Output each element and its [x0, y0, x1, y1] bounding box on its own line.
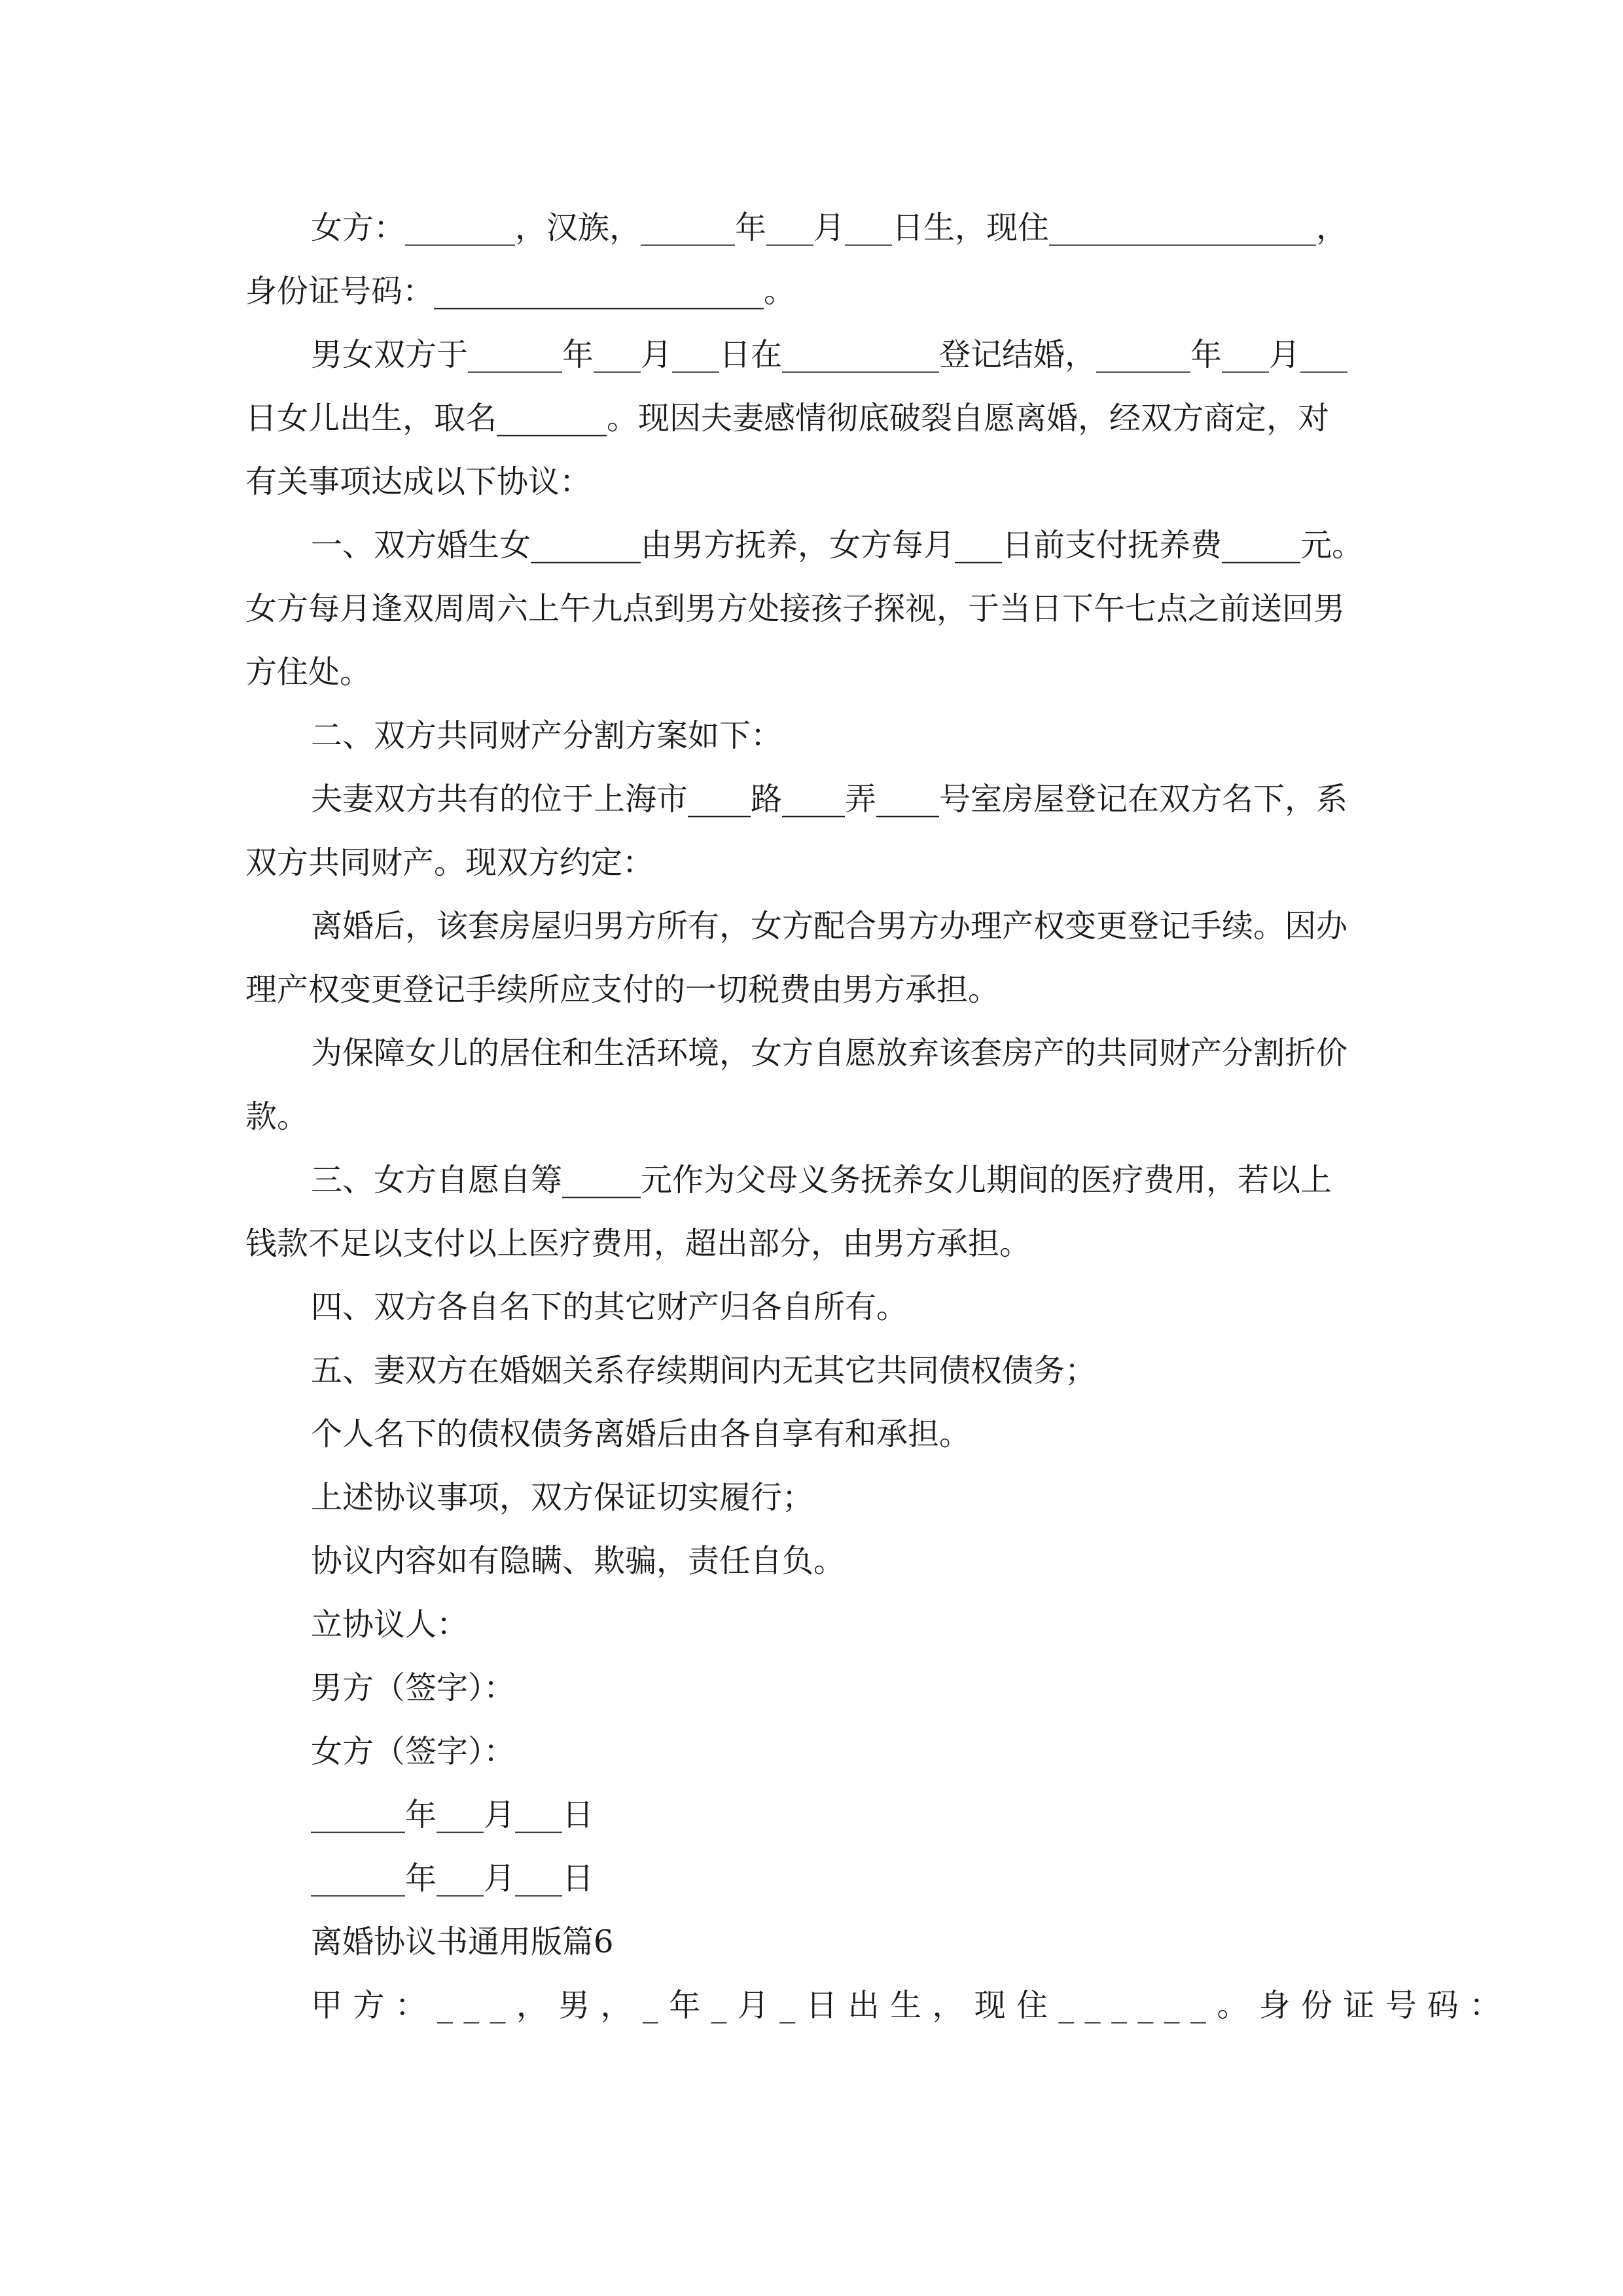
date-line: ______年___月___日 — [311, 1860, 594, 1897]
text-line: 款。 — [245, 1098, 309, 1135]
text-line: 女方（签字）： — [311, 1733, 516, 1770]
text-line: 女方每月逢双周周六上午九点到男方处接孩子探视，于当日下午七点之前送回男 — [245, 590, 1346, 627]
text-line: 身份证号码：_____________________。 — [245, 273, 796, 310]
text-line: 四、双方各自名下的其它财产归各自所有。 — [311, 1289, 908, 1325]
document-body — [245, 196, 1512, 2037]
text-line: 个人名下的债权债务离婚后由各自享有和承担。 — [311, 1416, 971, 1452]
text-line: 方住处。 — [245, 654, 372, 691]
text-line: 甲方：___，男，_年_月_日出生，现住______。身份证号码： — [311, 1987, 1512, 2024]
text-line: 男女双方于______年___月___日在__________登记结婚，______年___月___ — [311, 336, 1348, 373]
text-line: 钱款不足以支付以上医疗费用，超出部分，由男方承担。 — [245, 1225, 1031, 1262]
section-heading: 离婚协议书通用版篇6 — [311, 1924, 614, 1960]
text-line: 五、妻双方在婚姻关系存续期间内无其它共同债权债务； — [311, 1352, 1097, 1389]
text-line: 立协议人： — [311, 1606, 469, 1643]
text-line: 二、双方共同财产分割方案如下： — [311, 717, 783, 754]
date-line: ______年___月___日 — [311, 1797, 594, 1833]
text-line: 离婚后，该套房屋归男方所有，女方配合男方办理产权变更登记手续。因办 — [311, 908, 1348, 944]
text-line: 男方（签字）： — [311, 1670, 516, 1706]
text-line: 上述协议事项，双方保证切实履行； — [311, 1479, 814, 1516]
text-line: 三、女方自愿自筹_____元作为父母义务抚养女儿期间的医疗费用，若以上 — [311, 1162, 1332, 1198]
text-line: 女方：_______，汉族，______年___月___日生，现住_________________， — [311, 209, 1348, 246]
text-line: 为保障女儿的居住和生活环境，女方自愿放弃该套房产的共同财产分割折价 — [311, 1035, 1348, 1071]
text-line: 双方共同财产。现双方约定： — [245, 844, 654, 881]
text-line: 日女儿出生，取名_______。现因夫妻感情彻底破裂自愿离婚，经双方商定，对 — [245, 400, 1330, 437]
text-line: 夫妻双方共有的位于上海市____路____弄____号室房屋登记在双方名下，系 — [311, 781, 1348, 817]
text-line: 一、双方婚生女_______由男方抚养，女方每月___日前支付抚养费_____元。 — [311, 527, 1364, 564]
text-line: 理产权变更登记手续所应支付的一切税费由男方承担。 — [245, 971, 1000, 1008]
text-line: 有关事项达成以下协议： — [245, 463, 592, 500]
text-line: 协议内容如有隐瞒、欺骗，责任自负。 — [311, 1543, 846, 1579]
